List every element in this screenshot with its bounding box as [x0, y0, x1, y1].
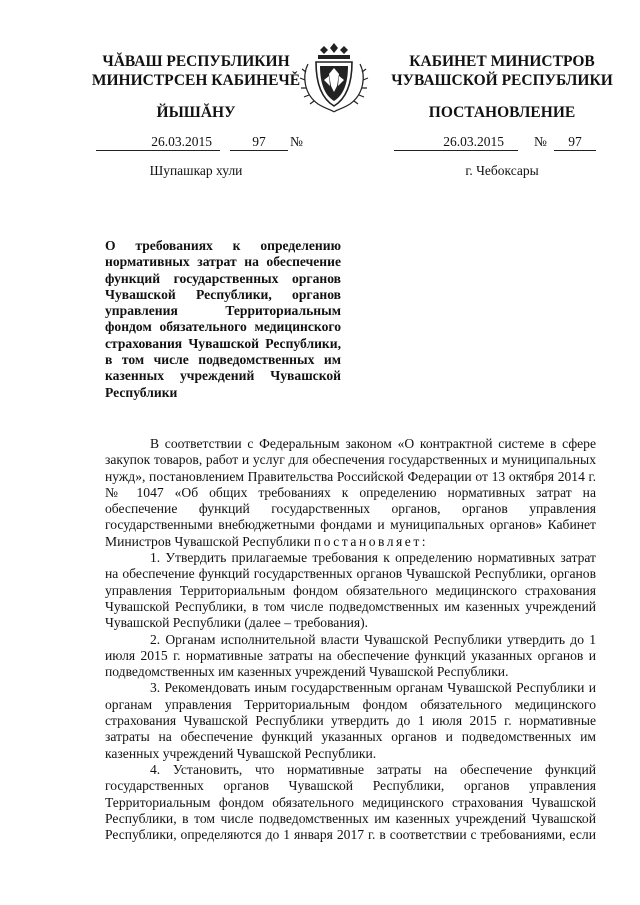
right-number-field	[554, 134, 596, 151]
paragraph-2: 2. Органам исполнительной власти Чувашской Республики утвердить до 1 июля 2015 г. нормативные затраты на обеспечение функций указанных органов и подведомственных им казенных учреждений Чувашской Республики.	[105, 631, 596, 680]
left-header-line2: МИНИСТРСЕН КАБИНЕЧĚ	[91, 72, 301, 89]
intro-paragraph	[105, 436, 596, 550]
right-place: г. Чебоксары	[465, 163, 539, 178]
document-title: О требованиях к определению нормативных затрат на обеспечение функций государственных органов Чувашской Республики, органов управления Территориальным фондом обязательного медицинского страхования Чувашской Республики, в том числе подведомственных им казенных учреждений Чувашской Республики	[105, 238, 341, 400]
right-doc-type: ПОСТАНОВЛЕНИЕ	[428, 104, 576, 121]
resolves-word: постановляет:	[313, 533, 429, 549]
paragraph-1: 1. Утвердить прилагаемые требования к определению нормативных затрат на обеспечение функций государственных органов Чувашской Республики, органов управления Территориальным фондом обязательного медицинского страхования Чувашской Республики, в том числе подведомственных им казенных учреждений Чувашской Республики (далее – требования).	[105, 550, 596, 631]
right-date: 26.03.2015	[443, 134, 504, 149]
right-date-field	[394, 134, 518, 151]
emblem-icon	[296, 36, 372, 116]
document-body	[105, 436, 596, 843]
left-doc-type: ЙЫШĂНУ	[156, 104, 236, 121]
right-header-line1: КАБИНЕТ МИНИСТРОВ	[409, 53, 595, 70]
left-number: 97	[252, 134, 266, 149]
right-number-sign: №	[534, 134, 547, 149]
left-date-field	[96, 134, 220, 151]
left-number-field	[230, 134, 288, 151]
left-date: 26.03.2015	[151, 134, 212, 149]
left-place: Шупашкар хули	[149, 163, 243, 178]
paragraph-3: 3. Рекомендовать иным государственным органам Чувашской Республики и органам управления Территориальным фондом обязательного медицинского страхования Чувашской Республики утвердить до 1 июля 2015 г. нормативные затраты на обеспечение функций указанных органов и подведомственных им казенных учреждений Чувашской Республики.	[105, 680, 596, 761]
left-header-line1: ЧĂВАШ РЕСПУБЛИКИН	[102, 53, 290, 70]
right-number: 97	[568, 134, 582, 149]
coat-of-arms-emblem	[296, 36, 372, 116]
paragraph-4: 4. Установить, что нормативные затраты на обеспечение функций государственных органов Чувашской Республики, органов управления Территориальным фондом обязательного медицинского страхования Чувашской Республики, в том числе подведомственных им казенных учреждений Чувашской Республики, определяются до 1 января 2017 г. в соответствии с требованиями, если	[105, 761, 596, 843]
intro-text: В соответствии с Федеральным законом «О контрактной системе в сфере закупок товаров, работ и услуг для обеспечения государственных и муниципальных нужд», постановлением Правительства Российской Федерации от 13 октября 2014 г. № 1047 «Об общих требованиях к определению нормативных затрат на обеспечение функций государственных органов, органов управления государственными внебюджетными фондами и муниципальных органов» Кабинет Министров Чувашской Республики	[105, 436, 596, 549]
right-header-line2: ЧУВАШСКОЙ РЕСПУБЛИКИ	[391, 72, 613, 89]
left-number-sign: №	[290, 134, 303, 149]
